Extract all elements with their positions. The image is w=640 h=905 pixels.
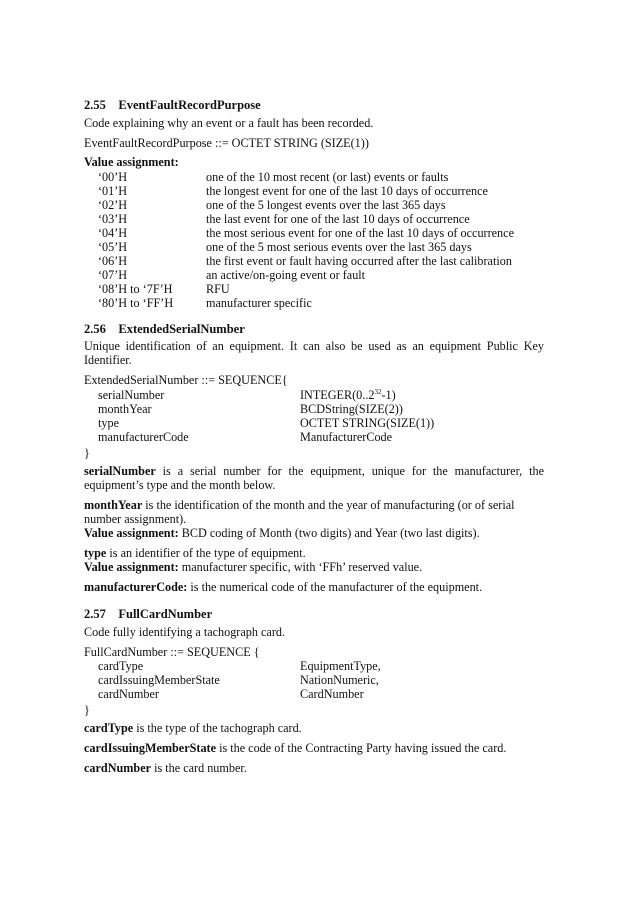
value-code: ‘00’H [98,170,128,184]
month-year-paragraph-cont: number assignment). [84,512,187,526]
section-number: 2.55 [84,98,106,112]
field-type: INTEGER(0..2$^{32}$-1) [300,387,396,402]
type-value-assignment: Value assignment: manufacturer specific, with ‘FFh’ reserved value. [84,560,423,574]
sequence-close: } [84,703,90,717]
field-name: serialNumber [98,388,165,402]
section-description-cont: Identifier. [84,353,132,367]
section-title: EventFaultRecordPurpose [118,98,261,112]
serial-number-paragraph: serialNumber is a serial number for the equipment, unique for the manufacturer, the [84,464,544,478]
value-code: ‘05’H [98,240,128,254]
sequence-open: ExtendedSerialNumber ::= SEQUENCE{ [84,373,288,387]
card-type-paragraph: cardType is the type of the tachograph card. [84,721,302,735]
value-meaning: the last event for one of the last 10 days of occurrence [206,212,470,226]
field-type: OCTET STRING(SIZE(1)) [300,416,435,430]
section-title: FullCardNumber [118,607,213,621]
section-number: 2.56 [84,322,106,336]
type-definition: EventFaultRecordPurpose ::= OCTET STRING (SIZE(1)) [84,136,369,150]
type-paragraph: type is an identifier of the type of equipment. [84,546,306,560]
field-type: NationNumeric, [300,673,379,687]
value-code: ‘06’H [98,254,128,268]
field-type: EquipmentType, [300,659,381,673]
month-year-value-assignment: Value assignment: BCD coding of Month (two digits) and Year (two last digits). [84,526,480,540]
field-name: type [98,416,119,430]
value-meaning: the most serious event for one of the last 10 days of occurrence [206,226,514,240]
field-name: cardIssuingMemberState [98,673,220,687]
section-description: Unique identification of an equipment. It can also be used as an equipment Public Key [84,339,544,353]
section-description: Code explaining why an event or a fault has been recorded. [84,116,374,130]
month-year-paragraph: monthYear is the identification of the month and the year of manufacturing (or of serial [84,498,515,512]
section-description: Code fully identifying a tachograph card. [84,625,286,639]
value-assignment-label: Value assignment: [84,155,179,169]
value-meaning: one of the 5 most serious events over the last 365 days [206,240,472,254]
value-code: ‘07’H [98,268,128,282]
value-meaning: an active/on-going event or fault [206,268,366,282]
value-code: ‘04’H [98,226,128,240]
section-2-56-heading [84,322,245,336]
value-meaning: the first event or fault having occurred after the last calibration [206,254,512,268]
field-name: manufacturerCode [98,430,189,444]
value-meaning: one of the 10 most recent (or last) events or faults [206,170,449,184]
field-name: cardType [98,659,144,673]
value-code: ‘80’H to ‘FF’H [98,296,174,310]
field-type: CardNumber [300,687,364,701]
value-code: ‘03’H [98,212,128,226]
field-type: BCDString(SIZE(2)) [300,402,403,416]
field-name: monthYear [98,402,152,416]
value-meaning: the longest event for one of the last 10 days of occurrence [206,184,488,198]
field-name: cardNumber [98,687,159,701]
value-meaning: manufacturer specific [206,296,312,310]
card-issuing-member-state-paragraph: cardIssuingMemberState is the code of the Contracting Party having issued the card. [84,741,507,755]
sequence-close: } [84,446,90,460]
section-2-55-heading [84,98,261,112]
manufacturer-code-paragraph: manufacturerCode: is the numerical code of the manufacturer of the equipment. [84,580,483,594]
value-meaning: one of the 5 longest events over the last 365 days [206,198,446,212]
serial-number-paragraph-cont: equipment’s type and the month below. [84,478,276,492]
sequence-open: FullCardNumber ::= SEQUENCE { [84,645,260,659]
value-meaning: RFU [206,282,230,296]
card-number-paragraph: cardNumber is the card number. [84,761,247,775]
value-code: ‘08’H to ‘7F’H [98,282,173,296]
value-code: ‘01’H [98,184,128,198]
section-2-57-heading [84,607,212,621]
value-code: ‘02’H [98,198,128,212]
field-type: ManufacturerCode [300,430,393,444]
section-title: ExtendedSerialNumber [118,322,245,336]
section-number: 2.57 [84,607,106,621]
